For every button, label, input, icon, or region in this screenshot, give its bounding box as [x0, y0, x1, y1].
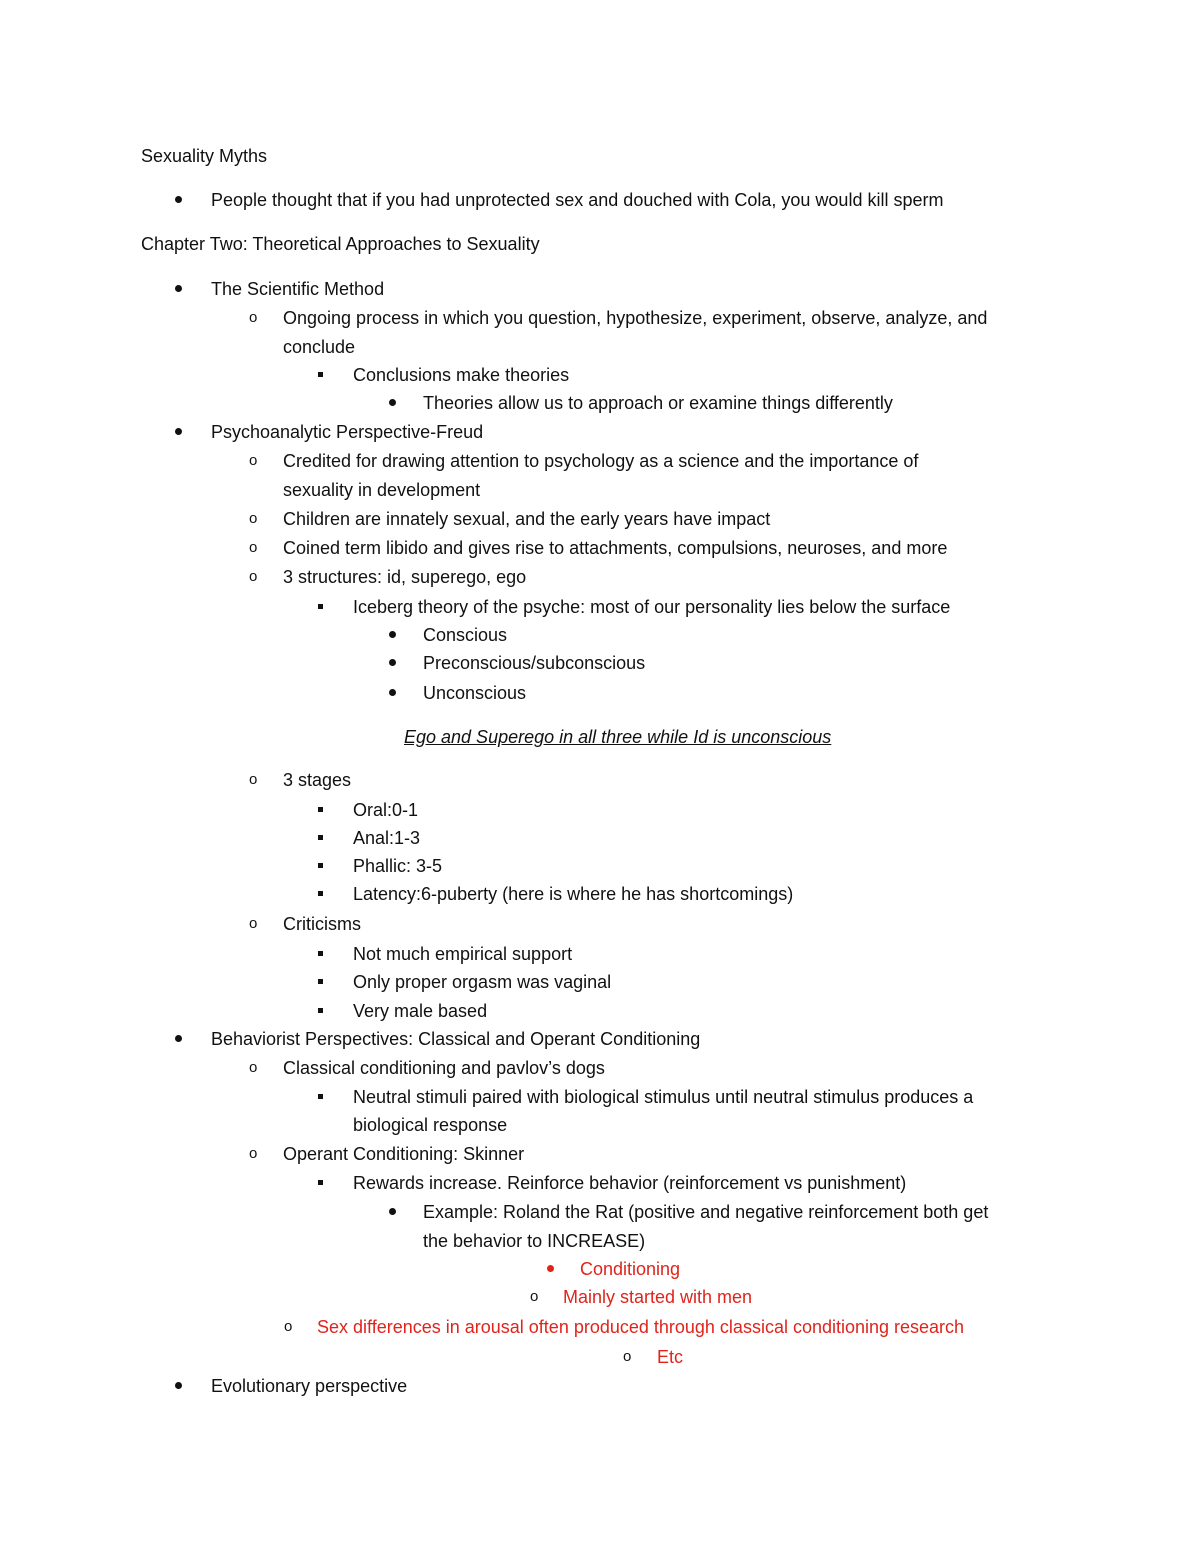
list-item: Credited for drawing attention to psychology as a science and the importance of: [283, 451, 919, 471]
list-item: Unconscious: [423, 683, 527, 703]
hollow-circle-icon: o: [284, 1318, 293, 1335]
filled-bullet-icon: [175, 1382, 182, 1389]
list-item: Example: Roland the Rat (positive and negative reinforcement both get: [423, 1202, 989, 1222]
list-item: Conditioning: [580, 1259, 681, 1279]
hollow-circle-icon: o: [249, 1145, 258, 1162]
square-bullet-icon: [318, 1094, 323, 1099]
list-item: Theories allow us to approach or examine things differently: [423, 393, 893, 413]
list-item: Latency:6-puberty (here is where he has shortcomings): [353, 884, 794, 904]
list-item: Not much empirical support: [353, 944, 573, 964]
list-item: Conclusions make theories: [353, 365, 570, 385]
list-item: Iceberg theory of the psyche: most of our personality lies below the surface: [353, 597, 951, 617]
filled-bullet-icon: [175, 196, 182, 203]
list-item: Neutral stimuli paired with biological stimulus until neutral stimulus produces a: [353, 1087, 974, 1107]
filled-bullet-icon: [175, 428, 182, 435]
list-item: Behaviorist Perspectives: Classical and Operant Conditioning: [211, 1029, 701, 1049]
filled-bullet-icon: [547, 1265, 554, 1272]
list-item: Oral:0-1: [353, 800, 419, 820]
heading-chapter-two: Chapter Two: Theoretical Approaches to Sexuality: [141, 234, 540, 254]
filled-bullet-icon: [175, 285, 182, 292]
list-item: Mainly started with men: [563, 1287, 753, 1307]
italic-note: Ego and Superego in all three while Id is unconscious: [404, 727, 832, 747]
list-item-continuation: the behavior to INCREASE): [423, 1231, 646, 1251]
hollow-circle-icon: o: [249, 771, 258, 788]
list-item: Criticisms: [283, 914, 361, 934]
filled-bullet-icon: [389, 659, 396, 666]
list-item-continuation: biological response: [353, 1115, 508, 1135]
list-item: Classical conditioning and pavlov’s dogs: [283, 1058, 605, 1078]
list-item-continuation: conclude: [283, 337, 356, 357]
hollow-circle-icon: o: [249, 309, 258, 326]
square-bullet-icon: [318, 863, 323, 868]
heading-sexuality-myths: Sexuality Myths: [141, 146, 268, 166]
list-item: People thought that if you had unprotected sex and douched with Cola, you would kill sperm: [211, 190, 944, 210]
square-bullet-icon: [318, 835, 323, 840]
list-item: Conscious: [423, 625, 508, 645]
list-item: 3 stages: [283, 770, 352, 790]
filled-bullet-icon: [389, 1208, 396, 1215]
list-item: Rewards increase. Reinforce behavior (reinforcement vs punishment): [353, 1173, 907, 1193]
list-item: Operant Conditioning: Skinner: [283, 1144, 525, 1164]
square-bullet-icon: [318, 891, 323, 896]
list-item: Sex differences in arousal often produced through classical conditioning research: [317, 1317, 965, 1337]
square-bullet-icon: [318, 807, 323, 812]
hollow-circle-icon: o: [249, 568, 258, 585]
square-bullet-icon: [318, 604, 323, 609]
square-bullet-icon: [318, 1008, 323, 1013]
list-item: Anal:1-3: [353, 828, 421, 848]
list-item: Children are innately sexual, and the early years have impact: [283, 509, 771, 529]
hollow-circle-icon: o: [249, 1059, 258, 1076]
square-bullet-icon: [318, 979, 323, 984]
list-item: Phallic: 3-5: [353, 856, 443, 876]
list-item-continuation: sexuality in development: [283, 480, 481, 500]
hollow-circle-icon: o: [249, 452, 258, 469]
list-item: Evolutionary perspective: [211, 1376, 408, 1396]
list-item: Preconscious/subconscious: [423, 653, 646, 673]
hollow-circle-icon: o: [530, 1288, 539, 1305]
hollow-circle-icon: o: [249, 510, 258, 527]
list-item: The Scientific Method: [211, 279, 385, 299]
filled-bullet-icon: [389, 689, 396, 696]
hollow-circle-icon: o: [249, 539, 258, 556]
list-item: Only proper orgasm was vaginal: [353, 972, 612, 992]
list-item: Psychoanalytic Perspective-Freud: [211, 422, 484, 442]
square-bullet-icon: [318, 1180, 323, 1185]
filled-bullet-icon: [389, 631, 396, 638]
list-item: Coined term libido and gives rise to attachments, compulsions, neuroses, and more: [283, 538, 948, 558]
list-item: Ongoing process in which you question, hypothesize, experiment, observe, analyze, and: [283, 308, 988, 328]
square-bullet-icon: [318, 951, 323, 956]
list-item: Very male based: [353, 1001, 488, 1021]
square-bullet-icon: [318, 372, 323, 377]
hollow-circle-icon: o: [249, 915, 258, 932]
hollow-circle-icon: o: [623, 1348, 632, 1365]
filled-bullet-icon: [389, 399, 396, 406]
filled-bullet-icon: [175, 1035, 182, 1042]
list-item: Etc: [657, 1347, 684, 1367]
list-item: 3 structures: id, superego, ego: [283, 567, 527, 587]
